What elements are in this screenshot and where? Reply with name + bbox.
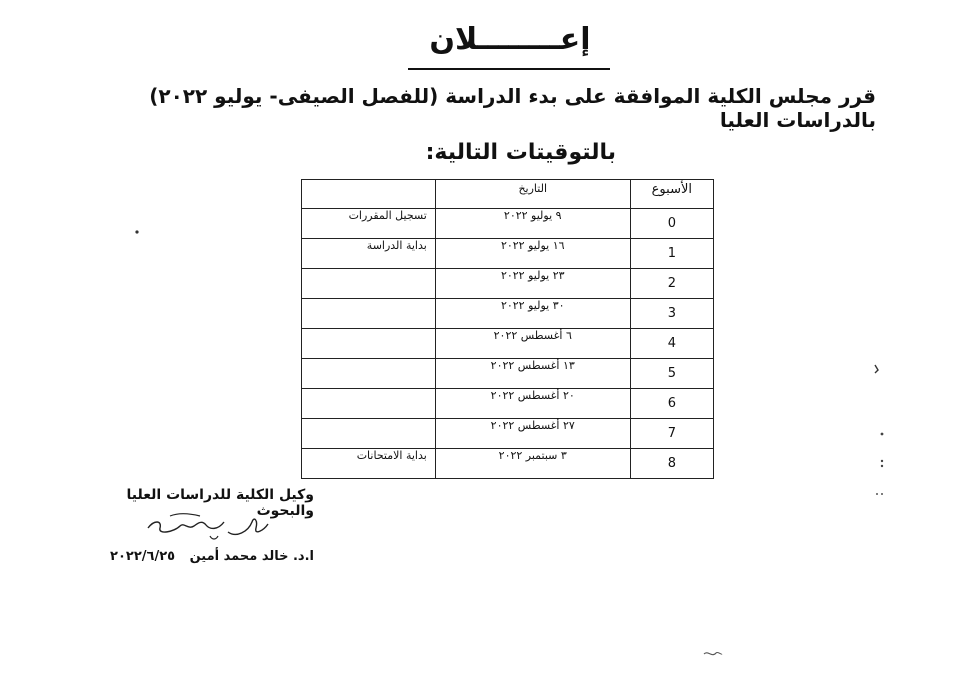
signature-date: ٢٠٢٢/٦/٢٥ bbox=[110, 549, 176, 564]
row-date: ١٣ أغسطس ٢٠٢٢ bbox=[435, 359, 630, 389]
row-week: 1 bbox=[630, 239, 713, 269]
row-note bbox=[302, 269, 436, 299]
header-week: الأسبوع bbox=[630, 180, 713, 209]
signatory-line bbox=[96, 549, 314, 564]
table-row bbox=[302, 239, 714, 269]
row-note: بداية الامتحانات bbox=[302, 449, 436, 479]
signatory-name: ا.د. خالد محمد أمين bbox=[189, 549, 314, 564]
row-date: ١٦ يوليو ٢٠٢٢ bbox=[435, 239, 630, 269]
header-note bbox=[302, 180, 436, 209]
row-note bbox=[302, 359, 436, 389]
scan-speck bbox=[702, 648, 724, 660]
row-note: تسجيل المقررات bbox=[302, 209, 436, 239]
table-row bbox=[302, 449, 714, 479]
page-title: إعــــــــلان bbox=[429, 22, 591, 57]
row-date: ٦ أغسطس ٢٠٢٢ bbox=[435, 329, 630, 359]
row-date: ٣٠ يوليو ٢٠٢٢ bbox=[435, 299, 630, 329]
row-week: 3 bbox=[630, 299, 713, 329]
table-row bbox=[302, 299, 714, 329]
table-header-row bbox=[302, 180, 714, 209]
row-date: ٢٣ يوليو ٢٠٢٢ bbox=[435, 269, 630, 299]
row-date: ٣ سبتمبر ٢٠٢٢ bbox=[435, 449, 630, 479]
title-underline bbox=[408, 68, 610, 70]
scan-speck bbox=[878, 430, 886, 438]
row-week: 4 bbox=[630, 329, 713, 359]
row-note bbox=[302, 329, 436, 359]
header-date: التاريخ bbox=[435, 180, 630, 209]
handwritten-signature bbox=[140, 508, 280, 546]
row-date: ٩ يوليو ٢٠٢٢ bbox=[435, 209, 630, 239]
row-note: بداية الدراسة bbox=[302, 239, 436, 269]
row-note bbox=[302, 389, 436, 419]
table-row bbox=[302, 329, 714, 359]
scan-speck bbox=[872, 362, 882, 376]
row-week: 7 bbox=[630, 419, 713, 449]
table-row bbox=[302, 419, 714, 449]
row-week: 6 bbox=[630, 389, 713, 419]
row-week: 2 bbox=[630, 269, 713, 299]
scan-speck bbox=[878, 458, 886, 468]
row-date: ٢٧ أغسطس ٢٠٢٢ bbox=[435, 419, 630, 449]
signatory-title: وكيل الكلية للدراسات العليا والبحوث bbox=[126, 487, 314, 519]
row-note bbox=[302, 299, 436, 329]
scan-speck bbox=[874, 490, 886, 498]
scan-speck bbox=[133, 228, 141, 236]
table-row bbox=[302, 209, 714, 239]
row-week: 0 bbox=[630, 209, 713, 239]
table-row bbox=[302, 269, 714, 299]
table-row bbox=[302, 359, 714, 389]
row-date: ٢٠ أغسطس ٢٠٢٢ bbox=[435, 389, 630, 419]
intro-text-line-2: بالتوقيتات التالية: bbox=[425, 140, 616, 165]
row-week: 8 bbox=[630, 449, 713, 479]
schedule-table bbox=[301, 179, 714, 479]
intro-text-line-1: قرر مجلس الكلية الموافقة على بدء الدراسة (للفصل الصيفى- يوليو ٢٠٢٢) بالدراسات العليا bbox=[149, 84, 876, 132]
table-row bbox=[302, 389, 714, 419]
row-note bbox=[302, 419, 436, 449]
row-week: 5 bbox=[630, 359, 713, 389]
